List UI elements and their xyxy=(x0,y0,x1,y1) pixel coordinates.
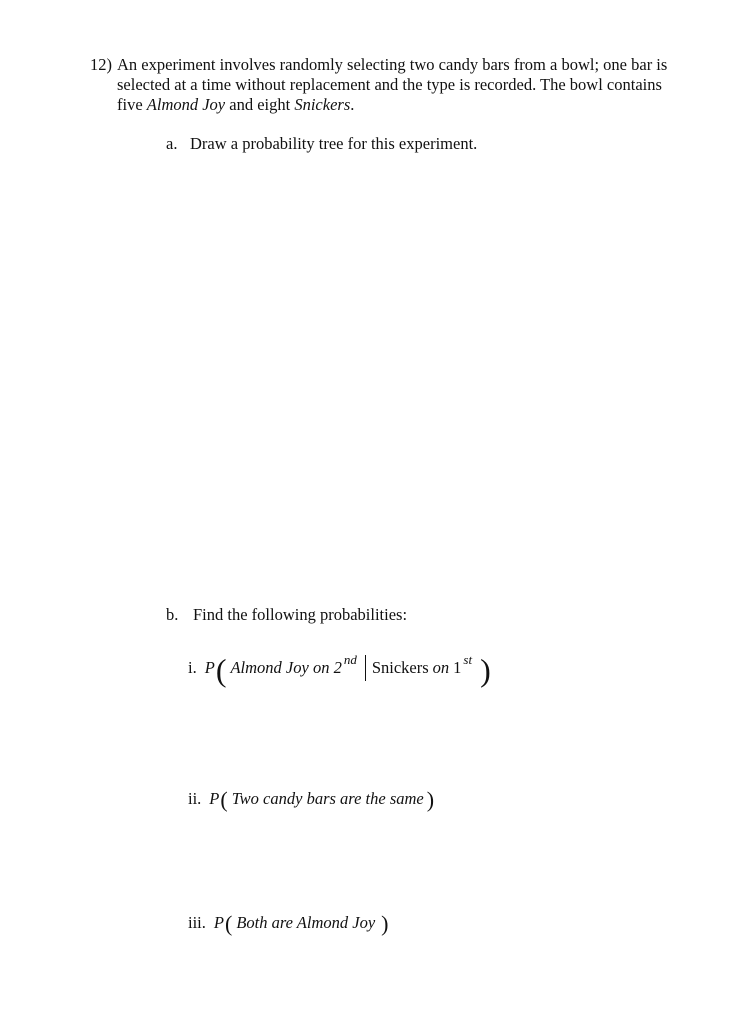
part-a-instruction: Draw a probability tree for this experiment. xyxy=(190,134,478,153)
candy-name-almond-joy: Almond Joy xyxy=(146,95,226,114)
event-text: Almond Joy on 2 xyxy=(230,658,342,677)
question-text-line-1: An experiment involves randomly selecting two candy bars from a bowl; one bar is xyxy=(117,55,668,74)
given-bar xyxy=(365,655,366,681)
part-b-label: b. xyxy=(166,605,179,624)
probability-item-iii xyxy=(188,912,393,934)
part-a-label: a. xyxy=(166,134,178,153)
probability-symbol: P xyxy=(209,789,220,808)
question-number: 12) xyxy=(90,55,112,74)
roman-numeral-ii: ii. xyxy=(188,789,202,808)
event-text: Both are Almond Joy xyxy=(236,913,376,932)
question-line3-mid: and eight xyxy=(225,95,295,114)
question-line3-pre: five xyxy=(117,95,147,114)
candy-name-snickers: Snickers xyxy=(294,95,351,114)
given-on: on xyxy=(432,658,450,677)
given-superscript: st xyxy=(463,652,473,667)
close-paren: ) xyxy=(480,652,491,688)
probability-symbol: P xyxy=(204,658,215,677)
roman-numeral-i: i. xyxy=(188,658,197,677)
roman-numeral-iii: iii. xyxy=(188,913,206,932)
question-text-line-2: selected at a time without replacement and the type is recorded. The bowl contains xyxy=(117,75,662,94)
probability-item-ii xyxy=(188,788,438,810)
probability-symbol: P xyxy=(213,913,224,932)
event-text: Two candy bars are the same xyxy=(231,789,424,808)
close-paren: ) xyxy=(381,911,389,936)
given-number: 1 xyxy=(453,658,462,677)
open-paren: ( xyxy=(215,652,227,688)
event-superscript: nd xyxy=(343,652,357,667)
probability-item-i xyxy=(188,652,495,688)
open-paren: ( xyxy=(224,911,233,936)
question-text-line-3 xyxy=(117,95,354,115)
open-paren: ( xyxy=(220,787,228,812)
given-text: Snickers xyxy=(371,658,429,677)
close-paren: ) xyxy=(426,787,435,812)
question-line3-post: . xyxy=(350,95,355,114)
part-b-instruction: Find the following probabilities: xyxy=(193,605,408,624)
